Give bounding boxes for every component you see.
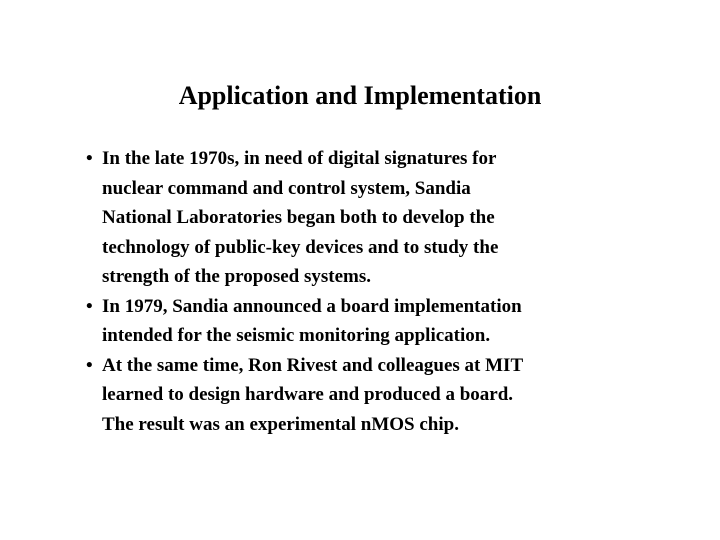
bullet-line bbox=[86, 351, 706, 381]
bullet-text: In 1979, Sandia announced a board implementation bbox=[102, 295, 522, 317]
bullet-text: learned to design hardware and produced a board. bbox=[102, 384, 514, 405]
bullet-text: strength of the proposed systems. bbox=[102, 266, 371, 287]
bullet-text: At the same time, Ron Rivest and colleagues at MIT bbox=[102, 354, 524, 376]
bullet-line bbox=[86, 144, 706, 174]
bullet-text: intended for the seismic monitoring application. bbox=[102, 325, 491, 346]
bullet-list bbox=[86, 144, 706, 439]
bullet-mark: • bbox=[86, 295, 93, 317]
bullet-text: technology of public-key devices and to study the bbox=[102, 236, 499, 258]
bullet-item bbox=[86, 351, 706, 440]
bullet-item bbox=[86, 292, 706, 351]
slide-title: Application and Implementation bbox=[178, 81, 542, 110]
bullet-text: In the late 1970s, in need of digital signatures for bbox=[102, 148, 497, 169]
bullet-text: National Laboratories began both to develop the bbox=[102, 207, 495, 228]
bullet-item bbox=[86, 144, 706, 292]
bullet-mark: • bbox=[86, 354, 93, 376]
bullet-text: nuclear command and control system, Sandia bbox=[102, 177, 471, 199]
bullet-mark: • bbox=[86, 148, 93, 169]
bullet-text: The result was an experimental nMOS chip. bbox=[102, 413, 459, 435]
bullet-line bbox=[86, 292, 706, 322]
